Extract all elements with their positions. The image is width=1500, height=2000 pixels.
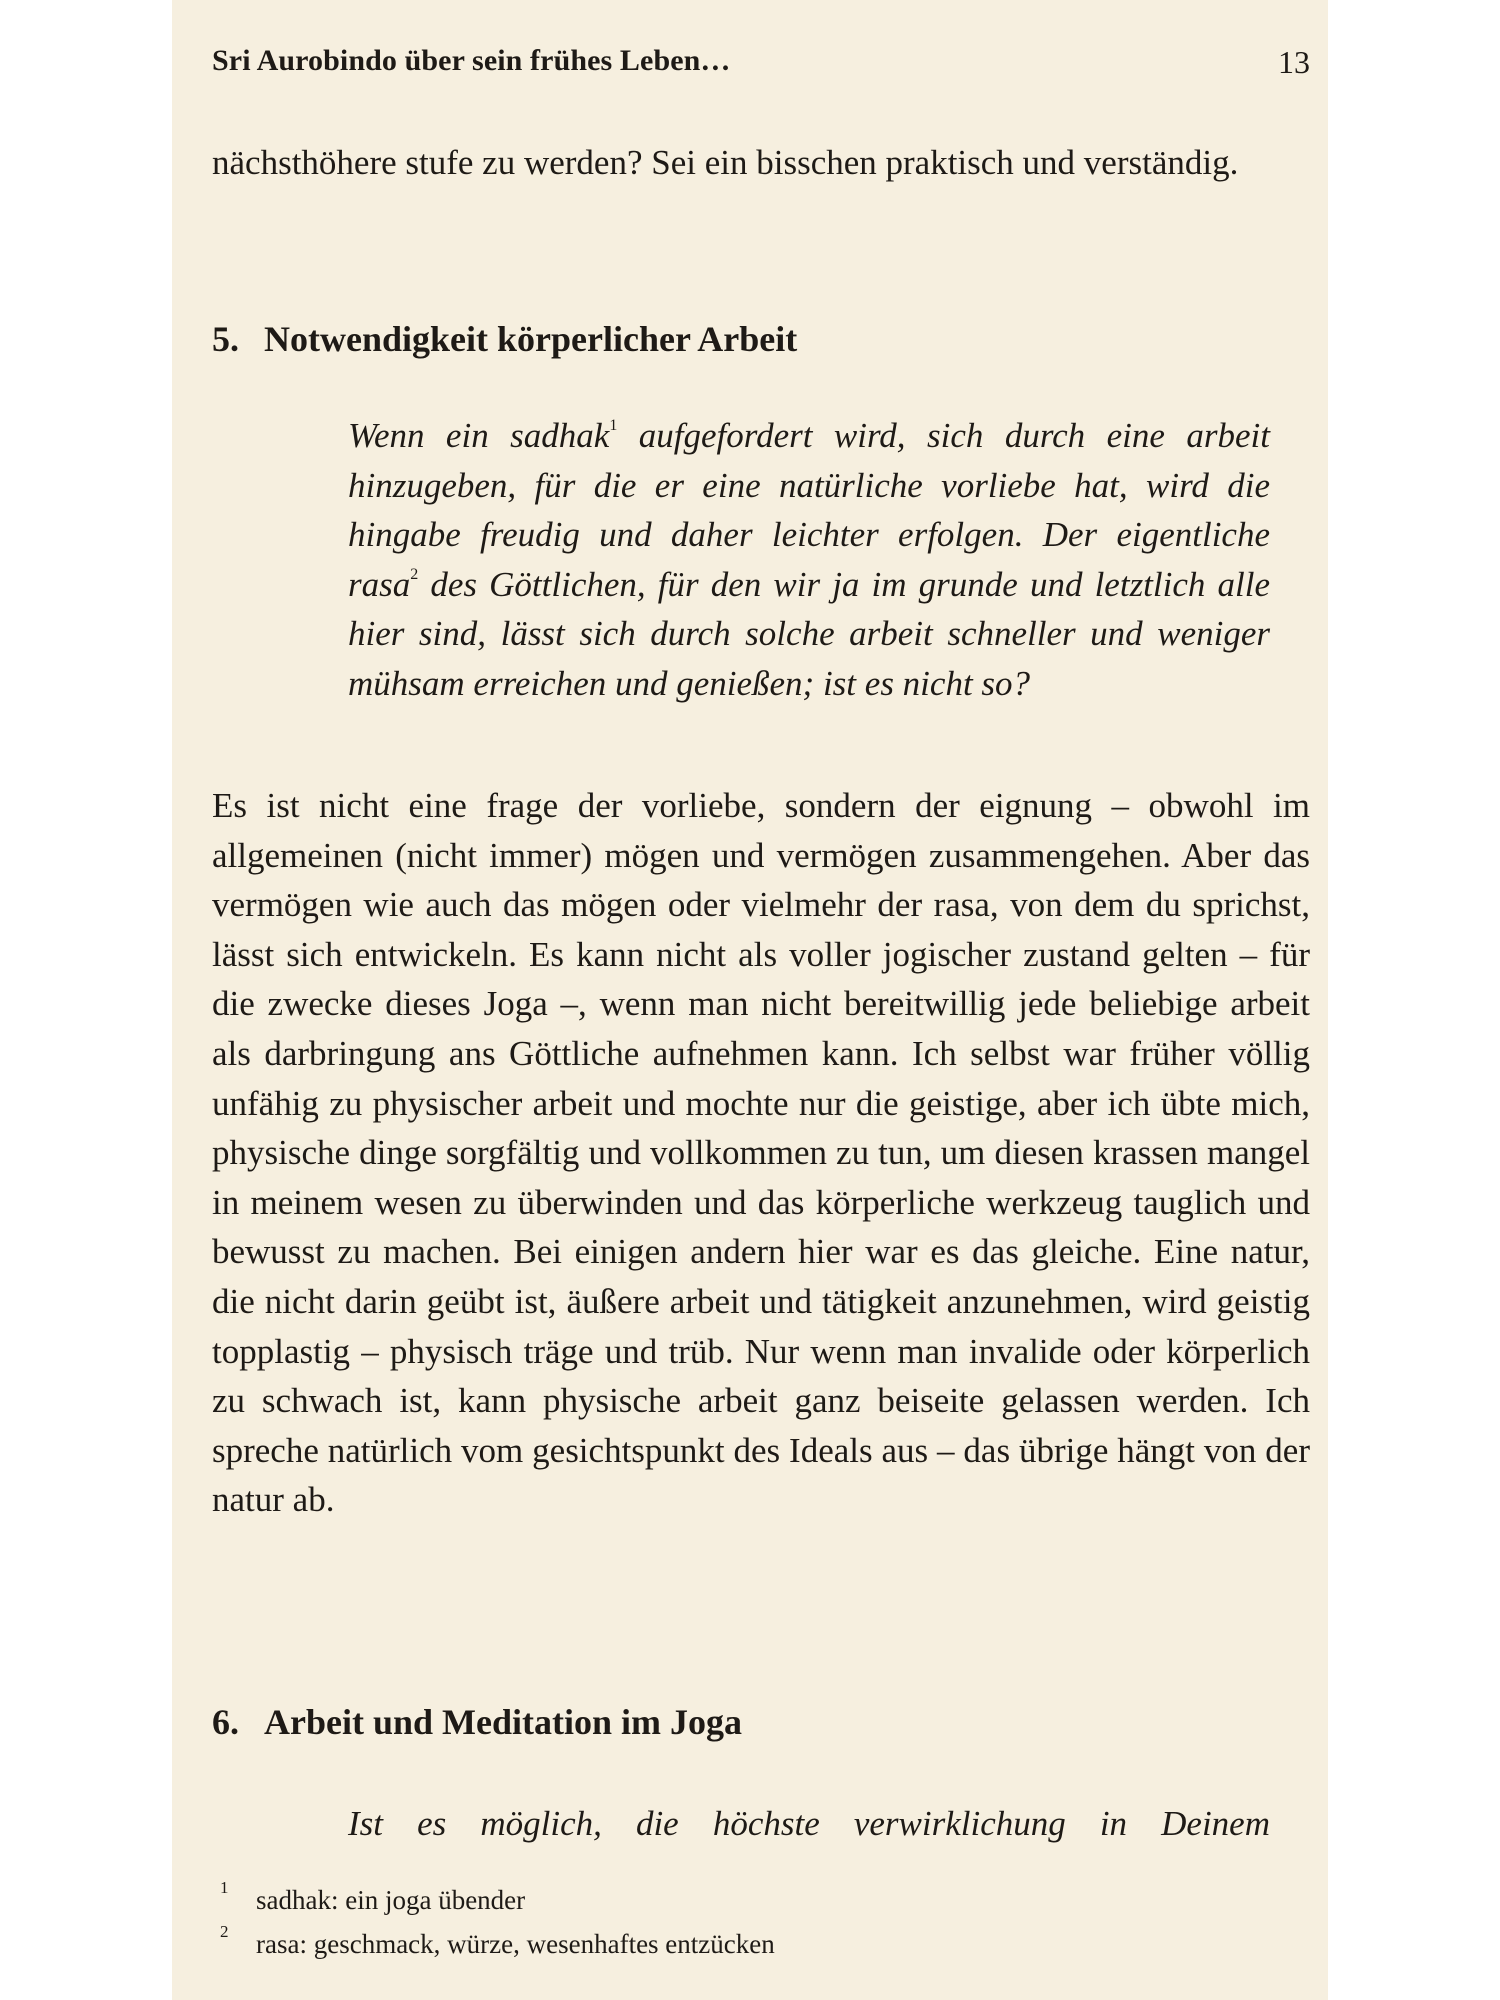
section-5-number: 5.	[212, 319, 239, 359]
intro-paragraph: nächsthöhere stufe zu werden? Sei ein bisschen praktisch und verständig.	[212, 143, 1239, 182]
section-6-heading	[212, 1701, 1310, 1743]
footnote-ref-2: 2	[410, 565, 419, 583]
page-header	[212, 44, 1310, 88]
question-text-1: Wenn ein sadhak	[348, 416, 610, 455]
section-5-question	[348, 411, 1270, 709]
section-6-question: Ist es möglich, die höchste verwirklichung in Deinem	[348, 1804, 1270, 1843]
section-6-title: Arbeit und Meditation im Joga	[264, 1702, 743, 1742]
footnote-2	[212, 1922, 1310, 1966]
page-number: 13	[1278, 44, 1310, 80]
running-head: Sri Aurobindo über sein frühes Leben…	[212, 44, 731, 77]
footnotes	[212, 1878, 1310, 1966]
footnote-1	[212, 1878, 1310, 1922]
section-5-title: Notwendigkeit körperlicher Arbeit	[264, 319, 798, 359]
question-text-3: des Göttlichen, für den wir ja im grunde und letztlich alle hier sind, lässt sich durch solche arbeit schneller und weniger mühsam erreichen und genießen; ist es nicht so?	[348, 564, 1270, 703]
footnote-text: rasa: geschmack, würze, wesenhaftes entzücken	[256, 1929, 775, 1959]
section-6-number: 6.	[212, 1702, 239, 1742]
footnote-number: 2	[220, 1922, 229, 1941]
question-text-2: aufgefordert wird, sich durch eine arbeit hinzugeben, für die er eine natürliche vorliebe hat, wird die hingabe freudig und daher leichter erfolgen. Der eigentliche rasa	[348, 416, 1270, 604]
footnote-text: sadhak: ein joga übender	[256, 1885, 526, 1915]
footnote-number: 1	[220, 1878, 229, 1897]
section-5-heading	[212, 318, 1310, 360]
book-page	[172, 0, 1328, 2000]
footnote-ref-1: 1	[609, 417, 618, 434]
section-5-answer: Es ist nicht eine frage der vorliebe, sondern der eignung – obwohl im allgemeinen (nicht immer) mögen und vermögen zusammengehen. Aber das vermögen wie auch das mögen oder vielmehr der rasa, von dem du sprichst, lässt sich entwickeln. Es kann nicht als voller jogischer zustand gelten – für die zwecke dieses Joga –, wenn man nicht bereitwillig jede beliebige arbeit als darbringung ans Göttliche aufnehmen kann. Ich selbst war früher völlig unfähig zu physischer arbeit und mochte nur die geistige, aber ich übte mich, physische dinge sorgfältig und vollkommen zu tun, um diesen krassen mangel in meinem wesen zu überwinden und das körperliche werkzeug tauglich und bewusst zu machen. Bei einigen andern hier war es das gleiche. Eine natur, die nicht darin geübt ist, äußere arbeit und tätigkeit anzunehmen, wird geistig topplastig – physisch träge und trüb. Nur wenn man invalide oder körperlich zu schwach ist, kann physische arbeit ganz beiseite gelassen werden. Ich spreche natürlich vom gesichtspunkt des Ideals aus – das übrige hängt von der natur ab.	[212, 786, 1310, 1520]
